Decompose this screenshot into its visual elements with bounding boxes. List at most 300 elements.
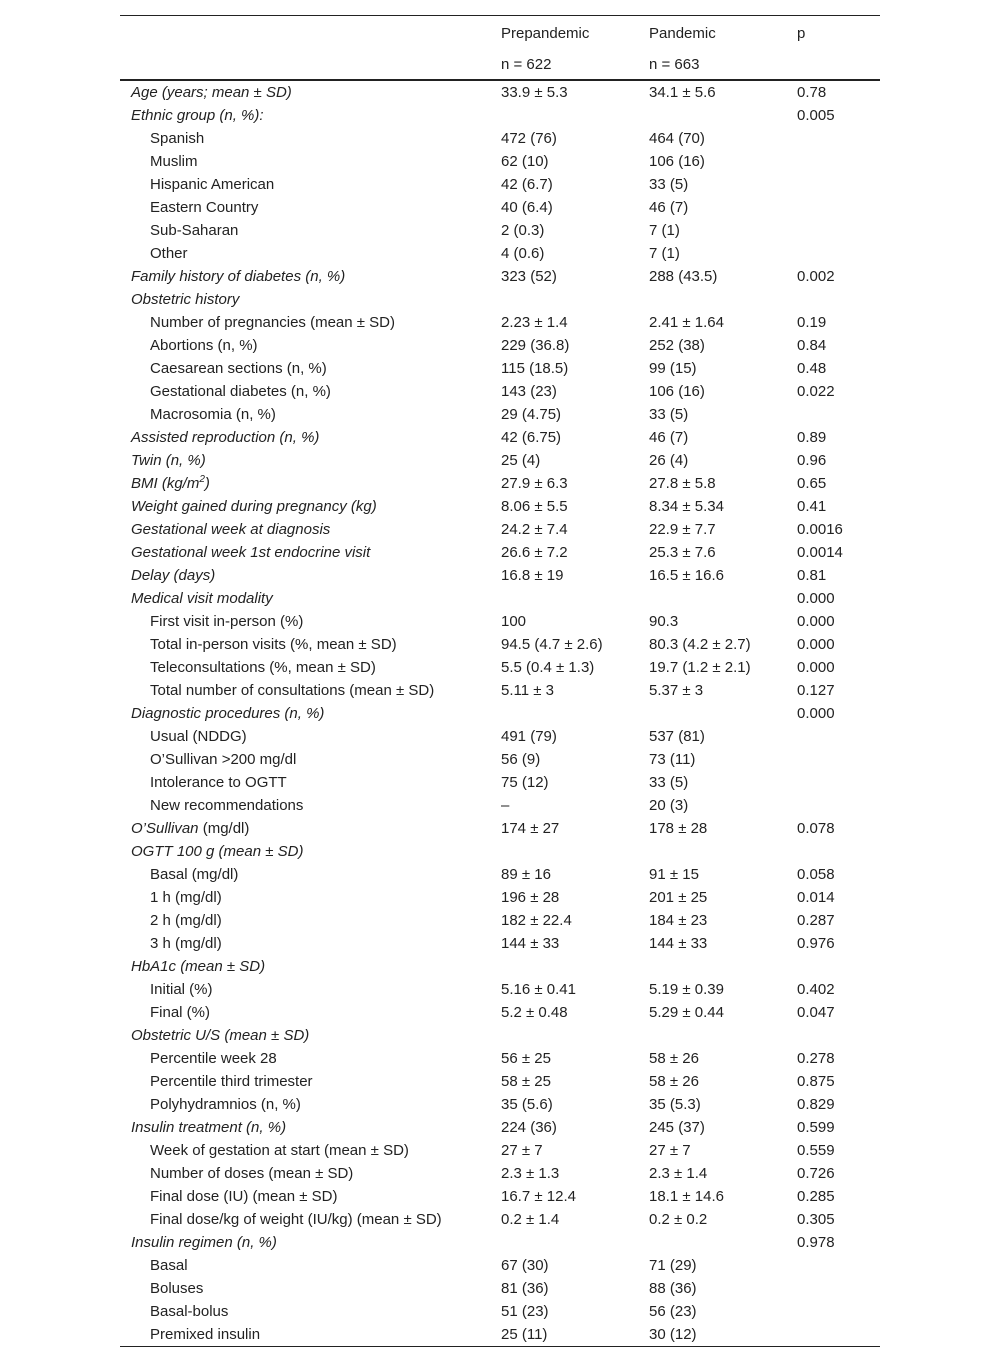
p-value: 0.89: [797, 429, 827, 446]
pandemic-value: 288 (43.5): [649, 268, 718, 285]
table-row: [120, 1162, 880, 1185]
row-label-text: Usual (NDDG): [150, 728, 247, 745]
p-value: 0.000: [797, 659, 835, 676]
pandemic-value: 27 ± 7: [649, 1142, 691, 1159]
row-label-text: Abortions (n, %): [150, 337, 258, 354]
table-row: [120, 886, 880, 909]
row-label: [131, 541, 370, 564]
row-label-text: Boluses: [150, 1280, 204, 1297]
prepandemic-value: 115 (18.5): [501, 360, 569, 377]
table-section-row: [120, 472, 880, 495]
pandemic-value: 33 (5): [649, 774, 689, 791]
table-row: [120, 656, 880, 679]
table-row: [120, 219, 880, 242]
row-label: [131, 81, 292, 104]
row-label: [131, 817, 249, 840]
table-row: [120, 173, 880, 196]
row-label-text: Assisted reproduction (n, %): [131, 429, 320, 446]
table-section-row: [120, 817, 880, 840]
row-label: [150, 725, 247, 748]
table-row: [120, 1070, 880, 1093]
prepandemic-value: 5.16 ± 0.41: [501, 981, 576, 998]
pandemic-value: 71 (29): [649, 1257, 697, 1274]
prepandemic-value: 27.9 ± 6.3: [501, 475, 568, 492]
row-label: [131, 495, 377, 518]
row-label-text: Spanish: [150, 130, 205, 147]
row-label: [150, 1070, 313, 1093]
p-value: 0.000: [797, 705, 835, 722]
p-value: 0.000: [797, 590, 835, 607]
row-label-text: Premixed insulin: [150, 1326, 261, 1343]
prepandemic-value: 33.9 ± 5.3: [501, 84, 568, 101]
table-row: [120, 127, 880, 150]
prepandemic-value: –: [501, 797, 510, 814]
pandemic-value: 8.34 ± 5.34: [649, 498, 724, 515]
table-section-row: [120, 81, 880, 104]
table-section-row: [120, 564, 880, 587]
row-label: [131, 840, 303, 863]
pandemic-value: 2.3 ± 1.4: [649, 1165, 708, 1182]
pandemic-value: 464 (70): [649, 130, 705, 147]
table-row: [120, 403, 880, 426]
row-label-text: Total number of consultations (mean ± SD): [150, 682, 435, 699]
table-section-row: [120, 1116, 880, 1139]
table-section-row: [120, 518, 880, 541]
row-label: [131, 518, 330, 541]
table-body: [120, 81, 880, 1346]
p-value: 0.047: [797, 1004, 835, 1021]
row-label-text: Basal-bolus: [150, 1303, 229, 1320]
p-value: 0.285: [797, 1188, 835, 1205]
prepandemic-value: 472 (76): [501, 130, 557, 147]
table-row: [120, 978, 880, 1001]
p-value: 0.978: [797, 1234, 835, 1251]
table-row: [120, 1208, 880, 1231]
table-section-row: [120, 955, 880, 978]
pandemic-value: 27.8 ± 5.8: [649, 475, 716, 492]
table-row: [120, 748, 880, 771]
table-row: [120, 196, 880, 219]
p-value: 0.005: [797, 107, 835, 124]
pandemic-value: 58 ± 26: [649, 1050, 699, 1067]
table-row: [120, 932, 880, 955]
pandemic-value: 25.3 ± 7.6: [649, 544, 716, 561]
table-row: [120, 334, 880, 357]
row-label-text: Sub-Saharan: [150, 222, 239, 239]
row-label: [131, 104, 264, 127]
row-label-text: O’Sullivan >200 mg/dl: [150, 751, 297, 768]
prepandemic-value: 224 (36): [501, 1119, 557, 1136]
row-label-text: Muslim: [150, 153, 198, 170]
prepandemic-value: 29 (4.75): [501, 406, 562, 423]
prepandemic-value: 4 (0.6): [501, 245, 545, 262]
prepandemic-value: 56 (9): [501, 751, 541, 768]
row-label-text: Weight gained during pregnancy (kg): [131, 498, 377, 515]
row-label: [150, 1323, 260, 1346]
row-label: [131, 587, 273, 610]
row-label-text: Basal: [150, 1257, 188, 1274]
row-label-text: Family history of diabetes (n, %): [131, 268, 346, 285]
pandemic-value: 5.29 ± 0.44: [649, 1004, 724, 1021]
row-label-text: First visit in-person (%): [150, 613, 304, 630]
p-value: 0.65: [797, 475, 827, 492]
header-pandemic: Pandemic: [649, 25, 716, 42]
pandemic-value: 33 (5): [649, 176, 689, 193]
pandemic-value: 34.1 ± 5.6: [649, 84, 716, 101]
table-row: [120, 1185, 880, 1208]
prepandemic-value: 143 (23): [501, 383, 557, 400]
p-value: 0.0014: [797, 544, 843, 561]
row-label-text: Insulin regimen (n, %): [131, 1234, 277, 1251]
row-label-unit: (mg/dl): [198, 820, 250, 837]
p-value: 0.48: [797, 360, 827, 377]
pandemic-value: 106 (16): [649, 383, 705, 400]
prepandemic-value: 35 (5.6): [501, 1096, 553, 1113]
pandemic-value: 252 (38): [649, 337, 705, 354]
table-row: [120, 1093, 880, 1116]
row-label-text: Polyhydramnios (n, %): [150, 1096, 301, 1113]
prepandemic-value: 42 (6.75): [501, 429, 562, 446]
prepandemic-value: 491 (79): [501, 728, 557, 745]
row-label-text: Final (%): [150, 1004, 211, 1021]
prepandemic-value: 62 (10): [501, 153, 549, 170]
p-value: 0.78: [797, 84, 827, 101]
row-label-text: Final dose/kg of weight (IU/kg) (mean ± SD): [150, 1211, 442, 1228]
pandemic-value: 46 (7): [649, 199, 689, 216]
p-value: 0.726: [797, 1165, 835, 1182]
row-label: [150, 1047, 277, 1070]
row-label-text: Number of pregnancies (mean ± SD): [150, 314, 396, 331]
row-label: [150, 978, 213, 1001]
row-label-text: Week of gestation at start (mean ± SD): [150, 1142, 409, 1159]
row-label: [150, 863, 238, 886]
prepandemic-value: 5.2 ± 0.48: [501, 1004, 568, 1021]
p-value: 0.559: [797, 1142, 835, 1159]
pandemic-value: 7 (1): [649, 245, 680, 262]
row-label-sup: 2: [199, 474, 205, 485]
pandemic-value: 178 ± 28: [649, 820, 708, 837]
p-value: 0.0016: [797, 521, 843, 538]
prepandemic-value: 94.5 (4.7 ± 2.6): [501, 636, 603, 653]
pandemic-value: 56 (23): [649, 1303, 697, 1320]
row-label: [131, 288, 239, 311]
row-label: [131, 1116, 286, 1139]
p-value: 0.599: [797, 1119, 835, 1136]
pandemic-value: 5.37 ± 3: [649, 682, 704, 699]
row-label: [150, 334, 258, 357]
table-section-row: [120, 426, 880, 449]
prepandemic-value: 100: [501, 613, 527, 630]
row-label: [150, 886, 222, 909]
row-label: [150, 127, 204, 150]
table-section-row: [120, 104, 880, 127]
row-label: [150, 1208, 442, 1231]
table-row: [120, 794, 880, 817]
row-label: [150, 1185, 337, 1208]
table-section-row: [120, 495, 880, 518]
p-value: 0.000: [797, 636, 835, 653]
row-label: [150, 633, 397, 656]
row-label-text: Percentile third trimester: [150, 1073, 313, 1090]
p-value: 0.19: [797, 314, 827, 331]
row-label-text: New recommendations: [150, 797, 304, 814]
prepandemic-value: 2.23 ± 1.4: [501, 314, 568, 331]
row-label-text: Gestational diabetes (n, %): [150, 383, 331, 400]
row-label-text: 1 h (mg/dl): [150, 889, 222, 906]
row-label: [150, 1277, 203, 1300]
row-label: [150, 1300, 228, 1323]
prepandemic-value: 25 (11): [501, 1326, 548, 1343]
prepandemic-value: 89 ± 16: [501, 866, 551, 883]
table-row: [120, 633, 880, 656]
row-label: [150, 242, 188, 265]
p-value: 0.002: [797, 268, 835, 285]
p-value: 0.41: [797, 498, 827, 515]
row-label: [131, 702, 324, 725]
row-label: [150, 794, 303, 817]
row-label-text: Macrosomia (n, %): [150, 406, 276, 423]
pandemic-value: 106 (16): [649, 153, 705, 170]
p-value: 0.022: [797, 383, 835, 400]
row-label: [131, 472, 210, 495]
row-label-text: Total in-person visits (%, mean ± SD): [150, 636, 397, 653]
pandemic-value: 537 (81): [649, 728, 705, 745]
row-label-text: Teleconsultations (%, mean ± SD): [150, 659, 376, 676]
pandemic-value: 30 (12): [649, 1326, 697, 1343]
p-value: 0.829: [797, 1096, 835, 1113]
row-label-text: BMI (kg/m: [131, 475, 200, 492]
pandemic-value: 35 (5.3): [649, 1096, 701, 1113]
row-label-text: 3 h (mg/dl): [150, 935, 222, 952]
row-label: [150, 1139, 409, 1162]
row-label-text: Medical visit modality: [131, 590, 273, 607]
row-label: [150, 909, 222, 932]
row-label-text: Obstetric history: [131, 291, 240, 308]
p-value: 0.014: [797, 889, 835, 906]
row-label-text: Basal (mg/dl): [150, 866, 239, 883]
row-label-text: Insulin treatment (n, %): [131, 1119, 287, 1136]
prepandemic-value: 182 ± 22.4: [501, 912, 572, 929]
prepandemic-value: 5.5 (0.4 ± 1.3): [501, 659, 595, 676]
row-label: [150, 771, 287, 794]
prepandemic-value: 58 ± 25: [501, 1073, 551, 1090]
prepandemic-value: 2 (0.3): [501, 222, 545, 239]
p-value: 0.402: [797, 981, 835, 998]
row-label: [150, 1254, 188, 1277]
table-row: [120, 1323, 880, 1346]
pandemic-value: 201 ± 25: [649, 889, 708, 906]
prepandemic-value: 0.2 ± 1.4: [501, 1211, 560, 1228]
pandemic-value: 5.19 ± 0.39: [649, 981, 724, 998]
row-label-text: Other: [150, 245, 188, 262]
table-header-row: [120, 16, 880, 47]
p-value: 0.976: [797, 935, 835, 952]
row-label-text: Eastern Country: [150, 199, 259, 216]
row-label: [150, 150, 198, 173]
table-section-row: [120, 1024, 880, 1047]
row-label: [131, 1024, 309, 1047]
table-row: [120, 679, 880, 702]
prepandemic-value: 5.11 ± 3: [501, 682, 554, 699]
p-value: 0.875: [797, 1073, 835, 1090]
pandemic-value: 2.41 ± 1.64: [649, 314, 724, 331]
table-header-n-row: [120, 47, 880, 81]
row-label-text: Gestational week 1st endocrine visit: [131, 544, 371, 561]
pandemic-value: 184 ± 23: [649, 912, 708, 929]
pandemic-value: 144 ± 33: [649, 935, 708, 952]
prepandemic-value: 144 ± 33: [501, 935, 560, 952]
prepandemic-value: 27 ± 7: [501, 1142, 543, 1159]
row-label: [131, 449, 206, 472]
prepandemic-value: 16.7 ± 12.4: [501, 1188, 576, 1205]
table-row: [120, 242, 880, 265]
row-label: [150, 932, 222, 955]
row-label: [150, 1162, 353, 1185]
prepandemic-value: 67 (30): [501, 1257, 549, 1274]
pandemic-value: 46 (7): [649, 429, 689, 446]
row-label-text: OGTT 100 g (mean ± SD): [131, 843, 304, 860]
row-label-text: Obstetric U/S (mean ± SD): [131, 1027, 310, 1044]
p-value: 0.000: [797, 613, 835, 630]
table-row: [120, 357, 880, 380]
p-value: 0.278: [797, 1050, 835, 1067]
row-label: [150, 748, 296, 771]
table-section-row: [120, 702, 880, 725]
prepandemic-value: 8.06 ± 5.5: [501, 498, 568, 515]
table-row: [120, 610, 880, 633]
pandemic-value: 80.3 (4.2 ± 2.7): [649, 636, 751, 653]
p-value: 0.058: [797, 866, 835, 883]
row-label: [131, 564, 215, 587]
p-value: 0.127: [797, 682, 835, 699]
table-row: [120, 1139, 880, 1162]
pandemic-value: 99 (15): [649, 360, 697, 377]
row-label-text: Diagnostic procedures (n, %): [131, 705, 325, 722]
row-label: [150, 311, 395, 334]
row-label-text: Intolerance to OGTT: [150, 774, 287, 791]
table-row: [120, 1254, 880, 1277]
p-value: 0.81: [797, 567, 827, 584]
prepandemic-value: 25 (4): [501, 452, 541, 469]
prepandemic-value: 40 (6.4): [501, 199, 553, 216]
row-label-text: HbA1c (mean ± SD): [131, 958, 266, 975]
table-row: [120, 725, 880, 748]
row-label-text: Caesarean sections (n, %): [150, 360, 327, 377]
prepandemic-value: 24.2 ± 7.4: [501, 521, 568, 538]
row-label: [150, 357, 327, 380]
header-prepandemic: Prepandemic: [501, 25, 590, 42]
table-section-row: [120, 541, 880, 564]
table-row: [120, 863, 880, 886]
row-label: [131, 1231, 277, 1254]
table-row: [120, 380, 880, 403]
table-row: [120, 1001, 880, 1024]
row-label: [131, 955, 265, 978]
row-label-text: Number of doses (mean ± SD): [150, 1165, 354, 1182]
prepandemic-value: 323 (52): [501, 268, 557, 285]
prepandemic-value: 51 (23): [501, 1303, 549, 1320]
prepandemic-value: 229 (36.8): [501, 337, 570, 354]
row-label: [150, 610, 303, 633]
table-section-row: [120, 587, 880, 610]
pandemic-value: 19.7 (1.2 ± 2.1): [649, 659, 751, 676]
pandemic-value: 18.1 ± 14.6: [649, 1188, 724, 1205]
prepandemic-value: 81 (36): [501, 1280, 549, 1297]
row-label-text: Final dose (IU) (mean ± SD): [150, 1188, 338, 1205]
row-label-text: Percentile week 28: [150, 1050, 277, 1067]
p-value: 0.84: [797, 337, 827, 354]
table-section-row: [120, 449, 880, 472]
prepandemic-value: 56 ± 25: [501, 1050, 551, 1067]
pandemic-value: 245 (37): [649, 1119, 705, 1136]
prepandemic-value: 196 ± 28: [501, 889, 560, 906]
row-label: [150, 196, 258, 219]
table-row: [120, 311, 880, 334]
header-p-value: p: [797, 25, 806, 42]
prepandemic-value: 75 (12): [501, 774, 549, 791]
prepandemic-value: 174 ± 27: [501, 820, 560, 837]
row-label-text: Delay (days): [131, 567, 216, 584]
comparison-table: [120, 15, 880, 1347]
pandemic-value: 0.2 ± 0.2: [649, 1211, 708, 1228]
prepandemic-value: 2.3 ± 1.3: [501, 1165, 560, 1182]
row-label-text: Twin (n, %): [131, 452, 206, 469]
row-label-text: Initial (%): [150, 981, 213, 998]
table-row: [120, 150, 880, 173]
row-label: [150, 380, 331, 403]
pandemic-value: 90.3: [649, 613, 679, 630]
table-row: [120, 1047, 880, 1070]
row-label: [150, 1093, 301, 1116]
row-label: [131, 426, 319, 449]
header-n-prepandemic: n = 622: [501, 56, 552, 73]
row-label: [150, 173, 274, 196]
row-label: [150, 403, 276, 426]
table-row: [120, 1300, 880, 1323]
row-label: [150, 219, 238, 242]
pandemic-value: 20 (3): [649, 797, 689, 814]
prepandemic-value: 42 (6.7): [501, 176, 553, 193]
pandemic-value: 33 (5): [649, 406, 689, 423]
p-value: 0.96: [797, 452, 827, 469]
table-section-row: [120, 1231, 880, 1254]
row-label-suffix: ): [204, 475, 210, 492]
p-value: 0.305: [797, 1211, 835, 1228]
prepandemic-value: 26.6 ± 7.2: [501, 544, 568, 561]
row-label-text: 2 h (mg/dl): [150, 912, 222, 929]
row-label: [131, 265, 345, 288]
p-value: 0.287: [797, 912, 835, 929]
header-n-pandemic: n = 663: [649, 56, 700, 73]
table-section-row: [120, 288, 880, 311]
pandemic-value: 58 ± 26: [649, 1073, 699, 1090]
row-label-text: Age (years; mean ± SD): [131, 84, 292, 101]
table-row: [120, 771, 880, 794]
row-label-text: Gestational week at diagnosis: [131, 521, 331, 538]
p-value: 0.078: [797, 820, 835, 837]
pandemic-value: 88 (36): [649, 1280, 697, 1297]
table-section-row: [120, 265, 880, 288]
pandemic-value: 22.9 ± 7.7: [649, 521, 716, 538]
table-section-row: [120, 840, 880, 863]
row-label: [150, 1001, 210, 1024]
table-row: [120, 909, 880, 932]
row-label: [150, 656, 376, 679]
pandemic-value: 91 ± 15: [649, 866, 699, 883]
table-row: [120, 1277, 880, 1300]
row-label: [150, 679, 434, 702]
row-label-text: Hispanic American: [150, 176, 275, 193]
